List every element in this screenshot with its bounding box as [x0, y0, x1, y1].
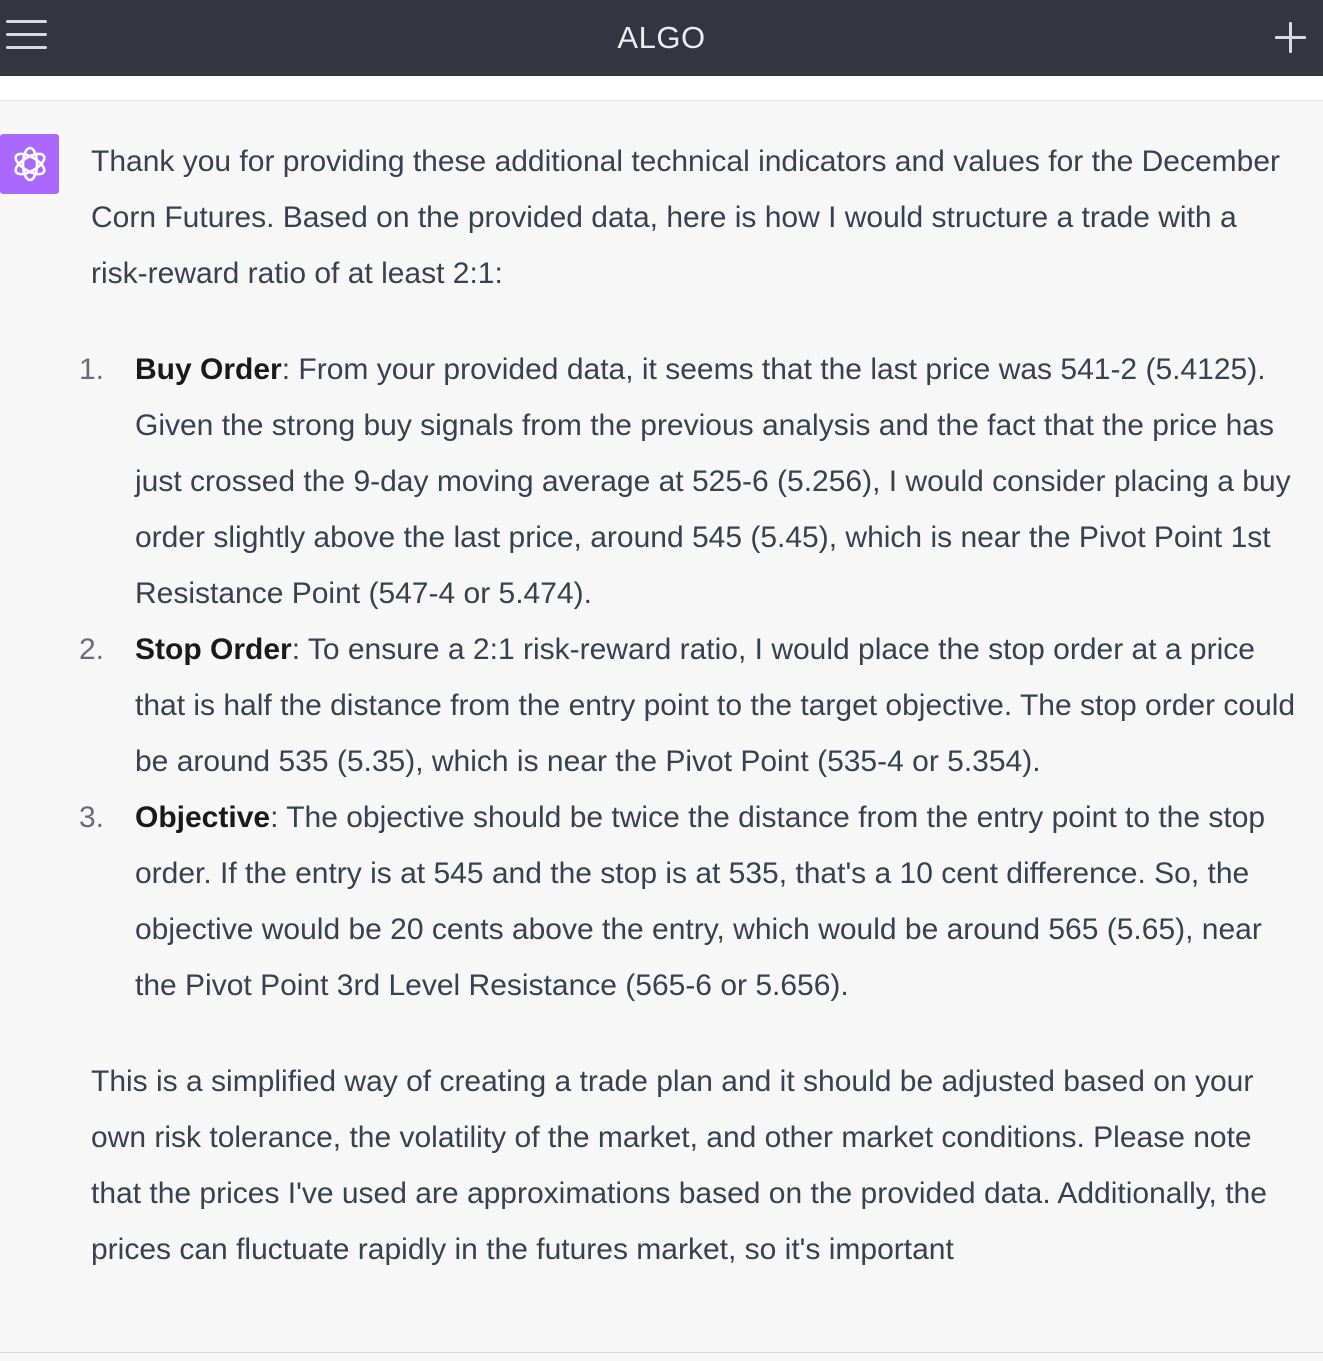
list-number: 1. — [79, 353, 105, 386]
assistant-avatar — [0, 134, 59, 194]
message-closing: This is a simplified way of creating a trade plan and it should be adjusted based on your own risk tolerance, the volatility of the market, and other market conditions. Please note that the prices I've used are approximations based on the provided data. Additionally, the prices can fluctuate rapidly in the futures market, so it's important — [91, 1065, 1267, 1266]
item-term: Buy Order — [135, 353, 282, 386]
app-title: ALGO — [617, 20, 706, 55]
openai-logo-icon — [9, 143, 51, 185]
assistant-message — [79, 134, 1296, 1278]
list-number: 3. — [79, 801, 105, 834]
header-divider — [0, 76, 1323, 101]
top-bar — [0, 0, 1323, 76]
message-intro: Thank you for providing these additional technical indicators and values for the December Corn Futures. Based on the provided data, here is how I would structure a trade with a risk-reward ratio of at least 2:1: — [91, 145, 1281, 290]
list-item — [79, 622, 1296, 790]
list-number: 2. — [79, 633, 105, 666]
plus-icon[interactable] — [1273, 20, 1307, 54]
item-term: Stop Order — [135, 633, 292, 666]
list-item — [79, 342, 1296, 622]
item-text: : The objective should be twice the distance from the entry point to the stop order. If the entry is at 545 and the stop is at 535, that's a 10 cent difference. So, the objective would be 20 cents above the entry, which would be around 565 (5.65), near the Pivot Point 3rd Level Resistance (565-6 or 5.656). — [135, 801, 1266, 1002]
bottom-divider — [0, 1352, 1323, 1353]
hamburger-menu-icon[interactable] — [6, 18, 48, 52]
list-item — [79, 790, 1296, 1014]
item-term: Objective — [135, 801, 271, 834]
item-text: : To ensure a 2:1 risk-reward ratio, I would place the stop order at a price that is half the distance from the entry point to the target objective. The stop order could be around 535 (5.35), which is near the Pivot Point (535-4 or 5.354). — [135, 633, 1296, 778]
trade-steps-list — [79, 342, 1296, 1014]
item-text: : From your provided data, it seems that the last price was 541-2 (5.4125). Given the strong buy signals from the previous analysis and the fact that the price has just crossed the 9-day moving average at 525-6 (5.256), I would consider placing a buy order slightly above the last price, around 545 (5.45), which is near the Pivot Point 1st Resistance Point (547-4 or 5.474). — [135, 353, 1291, 610]
